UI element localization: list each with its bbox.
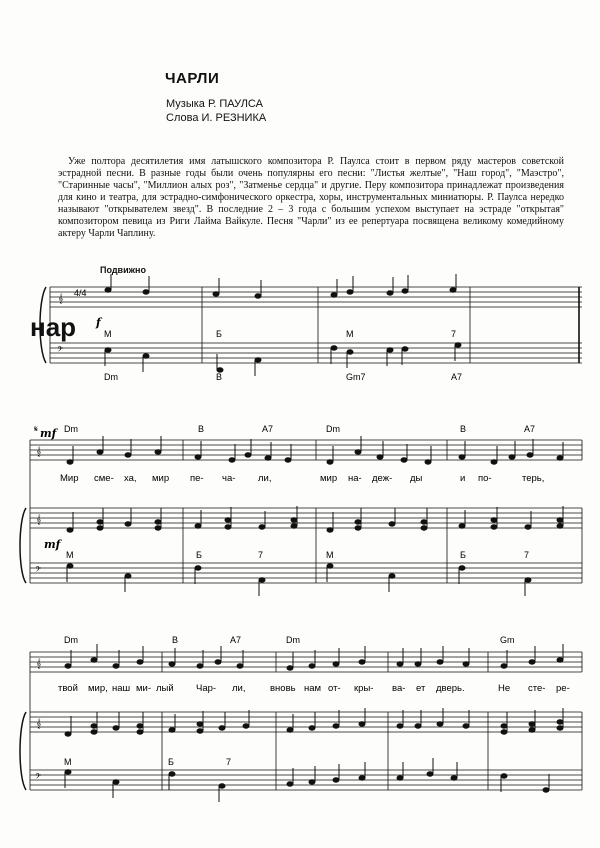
- bass-mark-3-3: 7: [226, 757, 232, 767]
- lyric-syllable: Чар-: [196, 683, 217, 694]
- lyric-syllable: мир: [152, 473, 170, 484]
- chord-below-1-3: Gm7: [346, 372, 366, 382]
- bass-mark-2-4: М: [326, 550, 334, 560]
- brace-1: [40, 287, 46, 363]
- chord-2-5: B: [460, 424, 467, 434]
- bass-mark-2-2: Б: [196, 550, 202, 560]
- lyric-syllable: ха,: [124, 473, 137, 484]
- system-1: [40, 287, 582, 363]
- bass-mark-1-1: М: [104, 329, 112, 339]
- bass-mark-2-3: 7: [258, 550, 264, 560]
- bass-mark-1-3: М: [346, 329, 354, 339]
- chord-2-6: A7: [524, 424, 536, 434]
- chord-2-1: Dm: [64, 424, 78, 434]
- treble-clef-voice-3: 𝄞: [36, 658, 42, 668]
- staff-lines-voice-3: [30, 652, 582, 672]
- song-title: ЧАРЛИ: [165, 70, 220, 87]
- bass-mark-2-6: 7: [524, 550, 530, 560]
- bass-mark-3-2: Б: [168, 757, 174, 767]
- intro-paragraph: Уже полтора десятилетия имя латышского композитора Р. Паулса стоит в первом ряду мастеров советской эстрадной песни. В разные годы были очень популярны его песни: "Листья желтые", "Наш город", "Маэстро", "Старинные часы", "Миллион алых роз", "Затменье сердца" и другие. Перу композитора принадлежат произведения для кино и театра, для эстрадно-симфонического оркестра, хоры, инструментальных миниатюры. Р. Паулса нередко называют "открывателем звезд". В последние 2 – 3 года с большим успехом выступает на эстраде "открытая" композитором певица из Риги Лайма Вайкуле. Песня "Чарли" из ее репертуара посвящена великому комедийному актеру Чарли Чаплину.: [58, 156, 564, 239]
- lyric-syllable: сте-: [528, 683, 546, 694]
- chord-3-4: Dm: [286, 635, 300, 645]
- overlay-stamp-text: нар: [30, 312, 77, 342]
- treble-clef-1: 𝄞: [58, 293, 64, 303]
- lyric-syllable: ли,: [258, 473, 272, 484]
- system-2: [20, 440, 582, 583]
- chord-3-1: Dm: [64, 635, 78, 645]
- bass-mark-3-1: М: [64, 757, 72, 767]
- treble-clef-2: 𝄞: [36, 514, 42, 524]
- barlines-1: [50, 287, 579, 363]
- lyric-syllable: дверь.: [436, 683, 465, 694]
- lyric-syllable: ре-: [556, 683, 570, 694]
- lyric-syllable: кры-: [354, 683, 374, 694]
- chord-2-4: Dm: [326, 424, 340, 434]
- chord-below-1-1: Dm: [104, 372, 118, 382]
- lyric-syllable: наш: [112, 683, 131, 694]
- lyric-syllable: твой: [58, 683, 78, 694]
- chord-3-2: B: [172, 635, 179, 645]
- lyrics-line-3: [58, 683, 570, 694]
- bass-mark-1-4: 7: [451, 329, 457, 339]
- lyric-syllable: нам: [304, 683, 322, 694]
- bass-mark-2-1: М: [66, 550, 74, 560]
- music-credit: Музыка Р. ПАУЛСА: [166, 98, 263, 110]
- chord-2-3: A7: [262, 424, 274, 434]
- lyric-syllable: Мир: [60, 473, 79, 484]
- staff-lines-voice-2: [30, 440, 582, 460]
- treble-clef-voice-2: 𝄞: [36, 446, 42, 456]
- lyric-syllable: ды: [410, 473, 423, 484]
- bass-mark-2-5: Б: [460, 550, 466, 560]
- lyric-syllable: лый: [156, 683, 174, 694]
- bass-mark-1-2: Б: [216, 329, 222, 339]
- dynamic-1: f: [96, 316, 101, 329]
- notes-system-1: [105, 274, 461, 376]
- lyric-syllable: терь,: [522, 473, 545, 484]
- bass-clef-1: 𝄢: [57, 345, 63, 355]
- dynamic-2: mf: [40, 427, 57, 440]
- chord-below-1-2: B: [216, 372, 223, 382]
- lyric-syllable: ли,: [232, 683, 246, 694]
- brace-2: [20, 508, 26, 583]
- staff-lines-treble-1: [50, 287, 582, 307]
- time-signature-1: 4/4: [74, 288, 87, 298]
- barlines-3: [30, 652, 582, 790]
- treble-clef-3: 𝄞: [36, 718, 42, 728]
- brace-3: [20, 712, 26, 790]
- lyric-syllable: сме-: [94, 473, 114, 484]
- bass-clef-2: 𝄢: [35, 565, 41, 575]
- system-3: [20, 652, 582, 790]
- lyric-syllable: деж-: [372, 473, 393, 484]
- chord-2-2: B: [198, 424, 205, 434]
- words-credit: Слова И. РЕЗНИКА: [166, 112, 267, 124]
- staff-lines-bass-1: [50, 343, 582, 363]
- barlines-2: [30, 440, 582, 583]
- lyrics-line-2: [60, 473, 544, 484]
- segno-icon: 𝄋: [34, 424, 38, 434]
- lyric-syllable: от-: [328, 683, 341, 694]
- lyric-syllable: по-: [478, 473, 492, 484]
- chord-3-5: Gm: [500, 635, 515, 645]
- lyric-syllable: ва-: [392, 683, 406, 694]
- staff-lines-bass-2: [30, 563, 582, 583]
- bass-clef-3: 𝄢: [35, 772, 41, 782]
- lyric-syllable: ми-: [136, 683, 152, 694]
- lyric-syllable: мир,: [88, 683, 108, 694]
- lyric-syllable: мир: [320, 473, 338, 484]
- chord-below-1-4: A7: [451, 372, 463, 382]
- staff-lines-treble-2: [30, 508, 582, 528]
- chord-3-3: A7: [230, 635, 242, 645]
- lyric-syllable: Не: [498, 683, 511, 694]
- lyric-syllable: пе-: [190, 473, 204, 484]
- lyric-syllable: на-: [348, 473, 362, 484]
- dynamic-piano-2: mf: [44, 538, 61, 551]
- lyric-syllable: и: [460, 473, 466, 484]
- lyric-syllable: вновь: [270, 683, 296, 694]
- lyric-syllable: ча-: [222, 473, 236, 484]
- tempo-marking: Подвижно: [100, 265, 146, 275]
- lyric-syllable: ет: [416, 683, 426, 694]
